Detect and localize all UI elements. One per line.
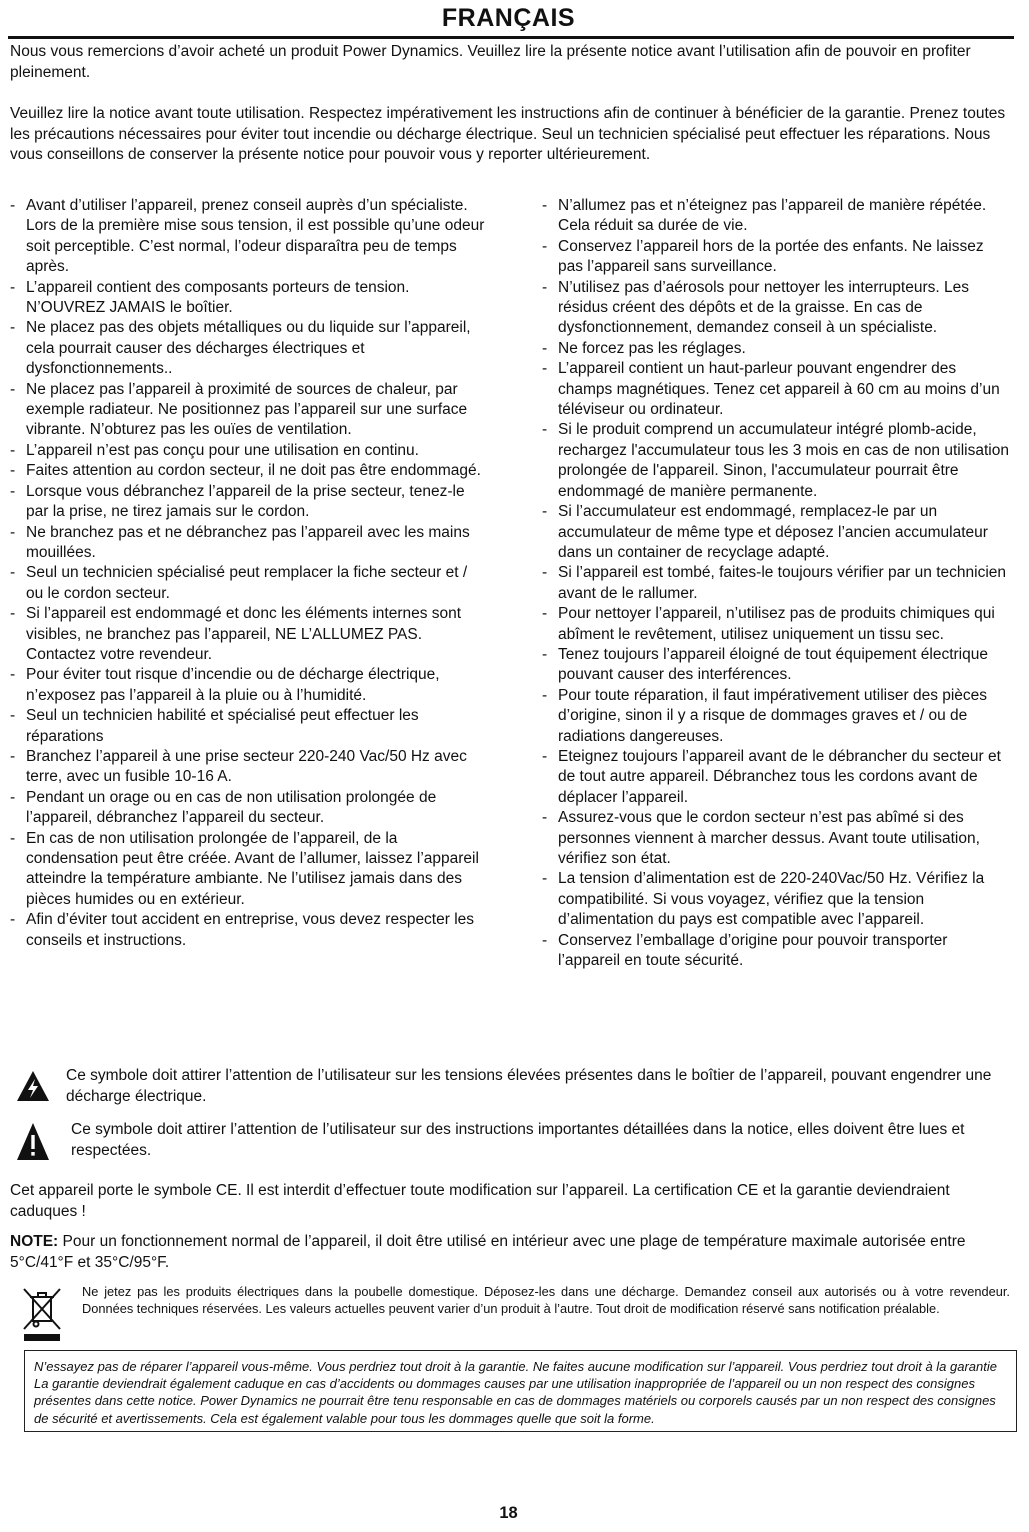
ce-statement: Cet appareil porte le symbole CE. Il est interdit d’effectuer toute modification sur l’appareil. La certification CE et la garantie deviendraient caduques ! bbox=[10, 1182, 950, 1220]
list-item: - L’appareil contient des composants porteurs de tension. N’OUVREZ JAMAIS le boîtier. bbox=[8, 278, 488, 319]
list-item: - Pour éviter tout risque d’incendie ou de décharge électrique, n’exposez pas l’appareil à la pluie ou à l’humidité. bbox=[8, 665, 488, 706]
list-item: - Si l’appareil est tombé, faites-le toujours vérifier par un technicien avant de le rallumer. bbox=[540, 563, 1010, 604]
list-item: - Ne forcez pas les réglages. bbox=[540, 339, 1010, 359]
title-divider bbox=[8, 36, 1014, 39]
exclamation-warning-icon bbox=[16, 1122, 50, 1162]
safety-list-right bbox=[540, 196, 1010, 971]
list-item: - Pendant un orage ou en cas de non utilisation prolongée de l’appareil, débranchez l’appareil du secteur. bbox=[8, 788, 488, 829]
list-item: - Lorsque vous débranchez l’appareil de la prise secteur, tenez-le par la prise, ne tirez jamais sur le cordon. bbox=[8, 482, 488, 523]
list-item: - Pour toute réparation, il faut impérativement utiliser des pièces d’origine, sinon il y a risque de dommages graves et / ou de radiations dangereuses. bbox=[540, 686, 1010, 747]
instructions-warning-text: Ce symbole doit attirer l’attention de l’utilisateur sur des instructions importantes détaillées dans la notice, elles doivent être lues et respectées. bbox=[71, 1121, 965, 1159]
intro-paragraph-1: Nous vous remercions d’avoir acheté un produit Power Dynamics. Veuillez lire la présente notice avant l’utilisation afin de pouvoir en profiter pleinement. bbox=[10, 43, 971, 81]
list-item: - Branchez l’appareil à une prise secteur 220-240 Vac/50 Hz avec terre, avec un fusible 10-16 A. bbox=[8, 747, 488, 788]
page-number: 18 bbox=[499, 1504, 518, 1522]
list-item: - Avant d’utiliser l’appareil, prenez conseil auprès d’un spécialiste. Lors de la première mise sous tension, il est possible qu’une odeur soit perceptible. C’est normal, l’odeur disparaîtra peu de temps après. bbox=[8, 196, 488, 278]
intro-paragraph-2: Veuillez lire la notice avant toute utilisation. Respectez impérativement les instructions afin de continuer à bénéficier de la garantie. Prenez toutes les précautions nécessaires pour éviter tout incendie ou décharge électrique. Seul un technicien spécialisé peut effectuer les réparations. Nous vous conseillons de conserver la présente notice pour pouvoir vous y reporter ultérieurement. bbox=[10, 105, 1006, 163]
list-item: - Ne branchez pas et ne débranchez pas l’appareil avec les mains mouillées. bbox=[8, 523, 488, 564]
high-voltage-icon bbox=[16, 1070, 50, 1102]
list-item: - En cas de non utilisation prolongée de l’appareil, de la condensation peut être créée. Avant de l’allumer, laissez l’appareil atteindre la température ambiante. Ne l’utilisez jamais dans des pièces humides ou en extérieur. bbox=[8, 829, 488, 911]
list-item: - Tenez toujours l’appareil éloigné de tout équipement électrique pouvant causer des interférences. bbox=[540, 645, 1010, 686]
list-item: - Eteignez toujours l’appareil avant de le débrancher du secteur et de tout autre appareil. Débranchez tous les cordons avant de déplacer l’appareil. bbox=[540, 747, 1010, 808]
list-item: - Seul un technicien habilité et spécialisé peut effectuer les réparations bbox=[8, 706, 488, 747]
note-paragraph bbox=[10, 1232, 1010, 1273]
disposal-notice: Ne jetez pas les produits électriques dans la poubelle domestique. Déposez-les dans une décharge. Demandez conseil aux autorisés ou à votre revendeur. Données techniques réservées. Les valeurs actuelles peuvent varier d’un produit à l’autre. Tout droit de modification réservé sans notification préalable. bbox=[82, 1284, 1010, 1316]
list-item: - Faites attention au cordon secteur, il ne doit pas être endommagé. bbox=[8, 461, 488, 481]
list-item: - L’appareil n’est pas conçu pour une utilisation en continu. bbox=[8, 441, 488, 461]
list-item: - Si l’appareil est endommagé et donc les éléments internes sont visibles, ne branchez pas l’appareil, NE L’ALLUMEZ PAS. Contactez votre revendeur. bbox=[8, 604, 488, 665]
weee-crossed-bin-icon bbox=[22, 1287, 62, 1343]
list-item: - Assurez-vous que le cordon secteur n’est pas abîmé si des personnes viennent à marcher dessus. Avant toute utilisation, vérifiez son état. bbox=[540, 808, 1010, 869]
list-item: - Afin d’éviter tout accident en entreprise, vous devez respecter les conseils et instructions. bbox=[8, 910, 488, 951]
list-item: - N’utilisez pas d’aérosols pour nettoyer les interrupteurs. Les résidus créent des dépôts et de la graisse. En cas de dysfonctionnement, demandez conseil à un spécialiste. bbox=[540, 278, 1010, 339]
list-item: - Ne placez pas des objets métalliques ou du liquide sur l’appareil, cela pourrait causer des décharges électriques et dysfonctionnements.. bbox=[8, 318, 488, 379]
list-item: - Si le produit comprend un accumulateur intégré plomb-acide, rechargez l'accumulateur tous les 3 mois en cas de non utilisation prolongée de l'appareil. Sinon, l'accumulateur pourrait être endommagé de manière permanente. bbox=[540, 420, 1010, 502]
list-item: - Conservez l’emballage d’origine pour pouvoir transporter l’appareil en toute sécurité. bbox=[540, 931, 1010, 972]
list-item: - Seul un technicien spécialisé peut remplacer la fiche secteur et / ou le cordon secteur. bbox=[8, 563, 488, 604]
page-title: FRANÇAIS bbox=[441, 4, 576, 32]
disclaimer-text: N’essayez pas de réparer l’appareil vous-même. Vous perdriez tout droit à la garantie. Ne faites aucune modification sur l’appareil. Vous perdriez tout droit à la garantie La garantie deviendrait également caduque en cas d’accidents ou dommages causes par une utilisation inappropriée de l’appareil ou un non respect des consignes présentes dans cette notice. Power Dynamics ne pourrait être tenu responsable en cas de dommages matériels ou corporels causés par un non respect des consignes de sécurité et avertissements. Cela est également valable pour tous les dommages quelle que soit la forme. bbox=[34, 1359, 997, 1426]
disclaimer-box bbox=[24, 1350, 1017, 1432]
list-item: - Ne placez pas l’appareil à proximité de sources de chaleur, par exemple radiateur. Ne positionnez pas l’appareil sur une surface vibrante. N’obturez pas les ouïes de ventilation. bbox=[8, 380, 488, 441]
list-item: - Si l’accumulateur est endommagé, remplacez-le par un accumulateur de même type et déposez l’ancien accumulateur dans un container de recyclage adapté. bbox=[540, 502, 1010, 563]
list-item: - La tension d’alimentation est de 220-240Vac/50 Hz. Vérifiez la compatibilité. Si vous voyagez, vérifiez que la tension d’alimentation du pays est compatible avec l’appareil. bbox=[540, 869, 1010, 930]
voltage-warning-text: Ce symbole doit attirer l’attention de l’utilisateur sur les tensions élevées présentes dans le boîtier de l’appareil, pouvant engendrer une décharge électrique. bbox=[66, 1067, 992, 1105]
list-item: - L’appareil contient un haut-parleur pouvant engendrer des champs magnétiques. Tenez cet appareil à 60 cm au moins d’un téléviseur ou ordinateur. bbox=[540, 359, 1010, 420]
note-text: Pour un fonctionnement normal de l’appareil, il doit être utilisé en intérieur avec une plage de température maximale autorisée entre 5°C/41°F et 35°C/95°F. bbox=[10, 1233, 966, 1271]
note-label: NOTE: bbox=[10, 1233, 59, 1250]
list-item: - Conservez l’appareil hors de la portée des enfants. Ne laissez pas l’appareil sans surveillance. bbox=[540, 237, 1010, 278]
safety-list-left bbox=[8, 196, 488, 951]
list-item: - Pour nettoyer l’appareil, n’utilisez pas de produits chimiques qui abîment le revêtement, utilisez uniquement un tissu sec. bbox=[540, 604, 1010, 645]
list-item: - N’allumez pas et n’éteignez pas l’appareil de manière répétée. Cela réduit sa durée de vie. bbox=[540, 196, 1010, 237]
